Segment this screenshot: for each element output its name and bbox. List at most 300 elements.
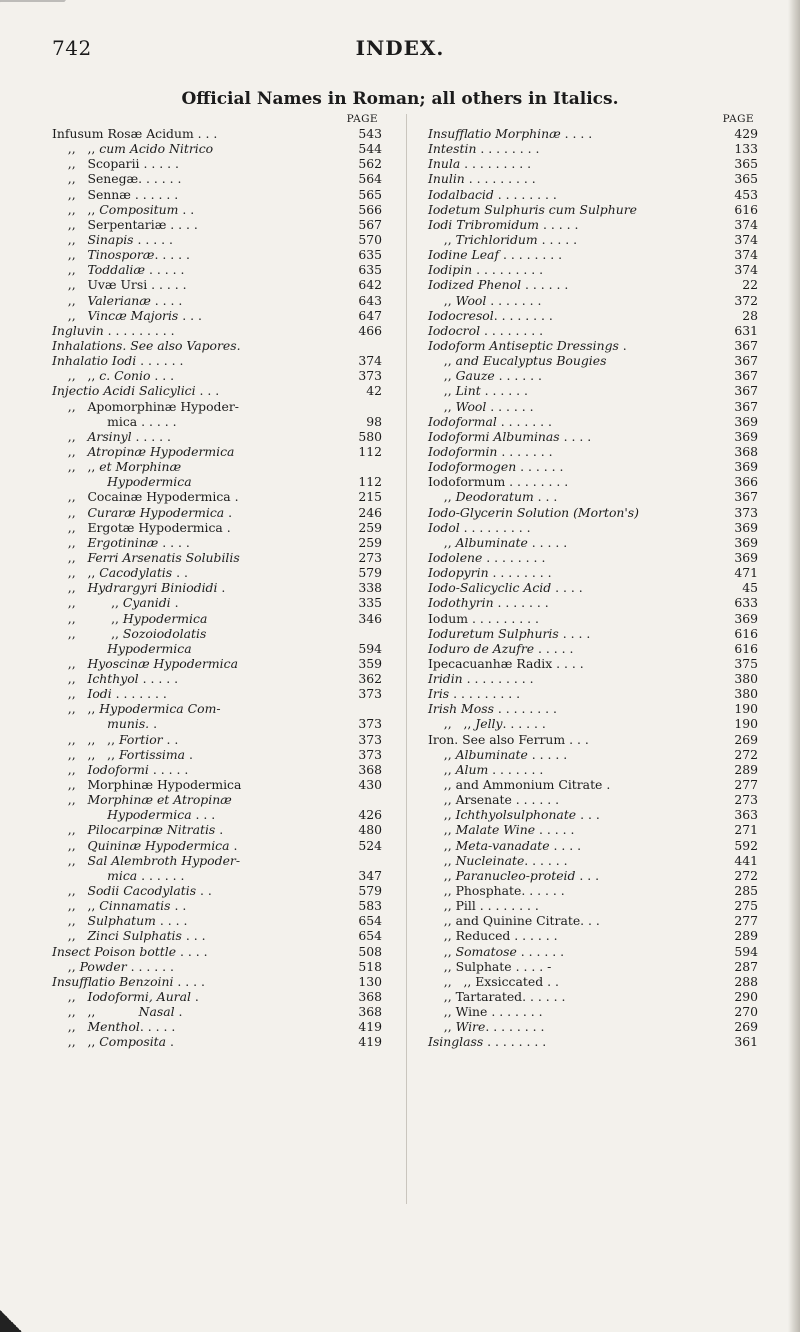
entry-name [428, 171, 536, 186]
index-entry [428, 762, 758, 777]
entry-name-italic: Iridin [428, 671, 463, 687]
entry-page-number: 564 [358, 171, 382, 187]
entry-name [52, 883, 212, 898]
entry-page-number: 112 [358, 474, 382, 490]
ditto-mark [52, 716, 107, 731]
entry-name-italic: Ioduretum Sulphuris [428, 625, 559, 641]
ditto-mark: ,, [428, 928, 456, 944]
entry-name [52, 353, 183, 368]
index-entry [52, 126, 382, 141]
dot-leader: . . . [191, 807, 216, 823]
entry-page-number: 453 [734, 186, 758, 202]
dot-leader: . . . . . . . [493, 595, 549, 611]
entry-name [428, 293, 542, 308]
index-entry [52, 308, 382, 323]
entry-name-italic: Hypodermica [107, 474, 192, 490]
index-entry [428, 656, 758, 671]
ditto-mark: ,, [52, 671, 88, 687]
entry-page-number: 190 [734, 701, 758, 717]
entry-name [428, 308, 553, 323]
index-entry [52, 883, 382, 898]
index-entry [52, 1019, 382, 1034]
entry-page-number: 215 [358, 489, 382, 505]
ditto-mark: ,, ,, [52, 625, 123, 641]
entry-name-italic: Sal Alembroth Hypoder- [87, 852, 241, 868]
column-divider [406, 114, 407, 1204]
entry-name-italic: Iodopyrin [428, 565, 489, 581]
entry-name [52, 156, 179, 171]
entry-name [52, 928, 206, 943]
entry-name [428, 474, 568, 489]
entry-name-italic: Iodoformi, Aural [87, 989, 191, 1005]
ditto-mark: ,, [52, 686, 88, 702]
entry-name-italic: Iodoformal [428, 413, 497, 429]
entry-page-number: 367 [734, 398, 758, 414]
entry-page-number: 570 [358, 231, 382, 247]
entry-name-italic: Iodoformogen [428, 459, 517, 475]
entry-name [428, 792, 559, 807]
entry-name [428, 898, 539, 913]
index-entry [52, 156, 382, 171]
entry-list-right [428, 126, 758, 1050]
dot-leader: . . . . . . . . [505, 474, 569, 490]
dot-leader: . . . . . [138, 671, 179, 687]
entry-page-number: 566 [358, 201, 382, 217]
ditto-mark: ,, [52, 489, 88, 505]
entry-page-number: 369 [734, 610, 758, 626]
dot-leader: . . . . . . . . [480, 322, 544, 338]
entry-page-number: 273 [734, 792, 758, 808]
entry-name [428, 156, 531, 171]
dot-leader: . . . . . . [502, 716, 546, 732]
dot-leader: . . . . . . . . [493, 186, 557, 202]
entry-page-number: 373 [358, 716, 382, 732]
index-entry [52, 1034, 382, 1049]
entry-name-roman: Morphinæ Hypodermica [87, 777, 242, 793]
entry-name [52, 822, 223, 837]
index-entry [428, 459, 758, 474]
index-entry [428, 898, 758, 913]
entry-name-italic: Malate Wine [455, 822, 536, 838]
index-entry [52, 989, 382, 1004]
entry-page-number: 369 [734, 519, 758, 535]
index-entry [52, 974, 382, 989]
index-entry [428, 792, 758, 807]
index-entry [428, 1034, 758, 1049]
ditto-mark: ,, [428, 837, 456, 853]
entry-name [428, 822, 574, 837]
entry-name-italic: Powder [79, 958, 127, 974]
entry-name [52, 338, 241, 353]
entry-page-number: 287 [734, 958, 758, 974]
entry-name-italic: Iodi Tribromidum [428, 216, 540, 232]
entry-page-number: 643 [358, 292, 382, 308]
entry-page-number: 369 [734, 413, 758, 429]
dot-leader: . . . . . . . [487, 1004, 543, 1020]
ditto-mark: ,, [428, 883, 456, 899]
index-entry [428, 383, 758, 398]
entry-page-number: 277 [734, 913, 758, 929]
index-entry [428, 338, 758, 353]
dot-leader: . . . . . [527, 746, 568, 762]
dot-leader: . . . . . [137, 413, 177, 429]
entry-name [428, 505, 639, 520]
entry-name [52, 944, 208, 959]
entry-name [52, 489, 239, 504]
entry-page-number: 654 [358, 913, 382, 929]
entry-name [52, 671, 178, 686]
entry-page-number: 635 [358, 247, 382, 263]
dot-leader: . . . . [155, 913, 188, 929]
index-entry [52, 489, 382, 504]
entry-name [428, 701, 557, 716]
dot-leader: . . . . . [145, 262, 185, 278]
dot-leader: . . [543, 973, 559, 989]
index-entry [52, 762, 382, 777]
dot-leader: . . . . [551, 580, 583, 596]
entry-page-number: 288 [734, 973, 758, 989]
index-entry [52, 262, 382, 277]
ditto-mark: ,, [428, 822, 456, 838]
entry-name [52, 308, 202, 323]
entry-name-italic: munis. [107, 716, 150, 732]
entry-page-number: 616 [734, 625, 758, 641]
entry-name-italic: Nasal [138, 1004, 175, 1020]
entry-page-number: 369 [734, 459, 758, 475]
dot-leader: . [217, 580, 226, 596]
index-entry [52, 293, 382, 308]
index-entry [428, 353, 758, 368]
index-entry [52, 474, 382, 489]
entry-name [52, 656, 238, 671]
ditto-mark: ,, [428, 292, 456, 308]
ditto-mark: ,, [428, 792, 456, 808]
entry-name [428, 353, 606, 368]
index-entry [52, 792, 382, 807]
entry-name [52, 868, 184, 883]
ditto-mark: ,, [428, 807, 456, 823]
entry-name [52, 792, 232, 807]
index-entry [428, 535, 758, 550]
entry-page-number: 272 [734, 746, 758, 762]
entry-page-number: 259 [358, 519, 382, 535]
entry-page-number: 616 [734, 201, 758, 217]
entry-page-number: 374 [734, 262, 758, 278]
dot-leader: . . . . . . [137, 867, 185, 883]
entry-name-italic: mica [107, 867, 138, 883]
dot-leader: . . [162, 731, 179, 747]
index-entry [428, 308, 758, 323]
entry-name-roman: Ergotæ Hypodermica [87, 519, 223, 535]
entry-name [52, 989, 199, 1004]
ditto-mark: ,, [428, 1004, 456, 1020]
entry-page-number: 365 [734, 171, 758, 187]
index-entry [428, 444, 758, 459]
dot-leader: . [149, 716, 158, 732]
entry-name [52, 383, 219, 398]
entry-page-number: 631 [734, 322, 758, 338]
entry-name [428, 641, 573, 656]
index-entry [428, 626, 758, 641]
index-entry [428, 944, 758, 959]
entry-name-italic: Toddaliæ [87, 262, 146, 278]
entry-name [428, 595, 549, 610]
dot-leader: . . . . . . . . . [103, 322, 175, 338]
ditto-mark [52, 807, 107, 822]
index-entry [52, 595, 382, 610]
entry-page-number: 367 [734, 383, 758, 399]
entry-name [52, 368, 174, 383]
entry-name [52, 747, 193, 762]
index-entry [52, 459, 382, 474]
entry-page-number: 369 [734, 549, 758, 565]
index-entry [52, 520, 382, 535]
entry-name [428, 626, 590, 641]
ditto-mark: ,, [52, 761, 88, 777]
entry-name-italic: Inhalations. See also Vapores. [52, 337, 241, 353]
entry-page-number: 594 [358, 640, 382, 656]
dot-leader: . . . . . . . . [483, 1034, 547, 1050]
index-entry [52, 505, 382, 520]
index-entry [428, 732, 758, 747]
dot-leader: . [222, 519, 231, 535]
dot-leader: . . . . . [535, 822, 575, 838]
ditto-mark [52, 868, 107, 883]
entry-name-italic: Iodolene [428, 549, 483, 565]
dot-leader: . . . . . [139, 156, 179, 172]
dot-leader: . . [172, 565, 188, 581]
dot-leader: . . . . [166, 216, 198, 232]
index-entry [428, 913, 758, 928]
ditto-mark: ,, [52, 822, 88, 838]
entry-name [428, 126, 592, 141]
index-entry [52, 171, 382, 186]
entry-name [428, 489, 557, 504]
entry-name-italic: Nucleinate [455, 852, 525, 868]
index-entry [52, 626, 382, 641]
index-entry [428, 262, 758, 277]
dot-leader: . . . . . . . [497, 443, 553, 459]
ditto-mark: ,, [428, 1019, 456, 1035]
entry-page-number: 419 [358, 1034, 382, 1050]
entry-name [52, 399, 239, 414]
entry-name [428, 777, 610, 792]
entry-page-number: 285 [734, 883, 758, 899]
entry-name-italic: Composita [99, 1034, 167, 1050]
ditto-mark: ,, ,, [52, 610, 123, 626]
entry-page-number: 133 [734, 141, 758, 157]
entry-name-italic: and Eucalyptus Bougies [455, 353, 607, 369]
entry-name-roman: Iodoformum [428, 474, 506, 490]
entry-name [52, 595, 179, 610]
entry-name-italic: Sinapis [87, 231, 134, 247]
ditto-mark: ,, [428, 746, 456, 762]
entry-name-italic: Insufflatio Morphinæ [428, 126, 561, 141]
entry-name-italic: Isinglass [428, 1034, 484, 1050]
index-entry [428, 202, 758, 217]
ditto-mark: ,, [52, 777, 88, 793]
entry-name-italic: Hypodermica [122, 610, 208, 626]
entry-page-number: 275 [734, 898, 758, 914]
entry-page-number: 368 [358, 761, 382, 777]
ditto-mark: ,, [52, 852, 88, 868]
entry-name-italic: Injectio Acidi Salicylici [52, 383, 196, 399]
entry-name [52, 414, 177, 429]
dot-leader: . . . . . [527, 534, 568, 550]
entry-page-number: 335 [358, 595, 382, 611]
entry-name [52, 202, 194, 217]
entry-name [52, 641, 192, 656]
index-entry [428, 1019, 758, 1034]
entry-name-italic: Inhalatio Iodi [52, 353, 137, 369]
entry-name [428, 217, 578, 232]
page-corner-mark [0, 0, 66, 28]
running-title: INDEX. [355, 36, 445, 60]
dot-leader: . . . [580, 913, 600, 929]
entry-name [428, 202, 637, 217]
ditto-mark: ,, [428, 898, 456, 914]
index-entry [428, 701, 758, 716]
entry-name-italic: Sulphatum [87, 913, 156, 929]
ditto-mark: ,, [428, 231, 456, 247]
ditto-mark: ,, ,, [52, 459, 100, 475]
dot-leader: . . . . . [139, 1019, 176, 1035]
entry-name [428, 656, 584, 671]
entry-page-number: 98 [366, 413, 382, 429]
entry-name-italic: Ioduro de Azufre [428, 640, 535, 656]
index-entry [52, 202, 382, 217]
dot-leader: . . . . . . [521, 883, 565, 899]
entry-page-number: 269 [734, 1019, 758, 1035]
entry-name [52, 550, 240, 565]
entry-page-number: 374 [734, 247, 758, 263]
entry-page-number: 583 [358, 898, 382, 914]
dot-leader: . . . [178, 307, 202, 323]
dot-leader: . . [196, 883, 212, 899]
entry-page-number: 565 [358, 186, 382, 202]
entry-name-italic: Iodized Phenol [428, 277, 522, 293]
entry-page-number: 361 [734, 1034, 758, 1050]
dot-leader: . . . . . . . [496, 413, 552, 429]
entry-name-italic: Insufflatio Benzoini [52, 973, 174, 989]
entry-name [428, 262, 543, 277]
entry-page-number: 368 [358, 989, 382, 1005]
entry-name-italic: Albuminate [455, 534, 528, 550]
entry-page-number: 363 [734, 807, 758, 823]
dot-leader: . [230, 489, 239, 505]
ditto-mark: ,, [52, 171, 88, 187]
index-entry [428, 853, 758, 868]
entry-name [52, 293, 182, 308]
index-entry [52, 898, 382, 913]
ditto-mark: ,, ,, [52, 368, 100, 384]
entry-name [428, 535, 567, 550]
index-entry [428, 156, 758, 171]
entry-page-number: 426 [358, 807, 382, 823]
entry-name [52, 565, 188, 580]
index-entry [428, 989, 758, 1004]
dot-leader: . . . . - [511, 958, 552, 974]
dot-leader: . [170, 595, 179, 611]
entry-name-roman: Infusum Rosæ Acidum [52, 126, 194, 141]
index-entry [428, 747, 758, 762]
dot-leader: . . . . . . [524, 852, 568, 868]
dot-leader: . . . . . [133, 231, 173, 247]
entry-name-italic: Vincæ Majoris [87, 307, 179, 323]
entry-name [428, 974, 559, 989]
ditto-mark: ,, [52, 231, 88, 247]
dot-leader: . . . . . . [136, 353, 184, 369]
ditto-mark: ,, ,, [428, 973, 476, 989]
index-entry [52, 187, 382, 202]
dot-leader: . . . . . . . [488, 761, 544, 777]
entry-name [428, 187, 557, 202]
dot-leader: . . . . [173, 973, 205, 989]
index-entry [428, 595, 758, 610]
dot-leader: . . . . . . . . . [462, 671, 534, 687]
entry-page-number: 273 [358, 549, 382, 565]
ditto-mark: ,, [52, 247, 88, 263]
entry-name [428, 1019, 544, 1034]
index-entry [52, 338, 382, 353]
ditto-mark: ,, [52, 262, 88, 278]
ditto-mark: ,, [52, 534, 88, 550]
page-column-label: PAGE [722, 113, 754, 125]
entry-name [428, 459, 563, 474]
entry-name-italic: cum Acido Nitrico [99, 141, 214, 157]
ditto-mark: ,, [52, 655, 88, 671]
dot-leader: . [229, 837, 238, 853]
ditto-mark: ,, [52, 216, 88, 232]
entry-name [52, 247, 190, 262]
ditto-mark: ,, [52, 186, 88, 202]
entry-name-italic: Iodoform Antiseptic Dressings [428, 337, 619, 353]
entry-name-italic: Iodine Leaf [428, 247, 500, 263]
dot-leader: . . . . . . . . . [472, 262, 544, 278]
entry-page-number: 579 [358, 565, 382, 581]
entry-name-italic: Jelly [475, 716, 503, 732]
dot-leader: . . . [195, 383, 220, 399]
entry-page-number: 524 [358, 837, 382, 853]
ditto-mark: ,, ,, [52, 701, 100, 717]
dot-leader: . . . . . . . . [485, 1019, 545, 1035]
ditto-mark: ,, [52, 292, 88, 308]
entry-name [428, 732, 589, 747]
entry-name [52, 535, 190, 550]
entry-page-number: 373 [358, 746, 382, 762]
entry-name [428, 913, 600, 928]
entry-name-roman: Ipecacuanhæ Radix [428, 655, 553, 671]
dot-leader: . . . . . . . . . [468, 610, 539, 626]
entry-name [52, 701, 221, 716]
entry-name-italic: Irish Moss [428, 701, 494, 717]
entry-name [52, 126, 217, 141]
entry-name [52, 232, 173, 247]
entry-name [52, 323, 175, 338]
entry-page-number: 362 [358, 671, 382, 687]
entry-name [428, 580, 583, 595]
entry-name-italic: Insect Poison bottle [52, 943, 177, 959]
entry-name-italic: Zinci Sulphatis [87, 928, 182, 944]
entry-name-italic: Curaræ Hypodermica [87, 504, 225, 520]
ditto-mark: ,, [428, 534, 456, 550]
ditto-mark: ,, [428, 943, 456, 959]
entry-name [428, 1004, 543, 1019]
ditto-mark: ,, ,, ,, [52, 746, 119, 762]
entry-name-italic: Hypodermica [107, 807, 192, 823]
ditto-mark: ,, ,, [52, 141, 100, 157]
dot-leader: . . . . . . . . . [449, 686, 521, 702]
